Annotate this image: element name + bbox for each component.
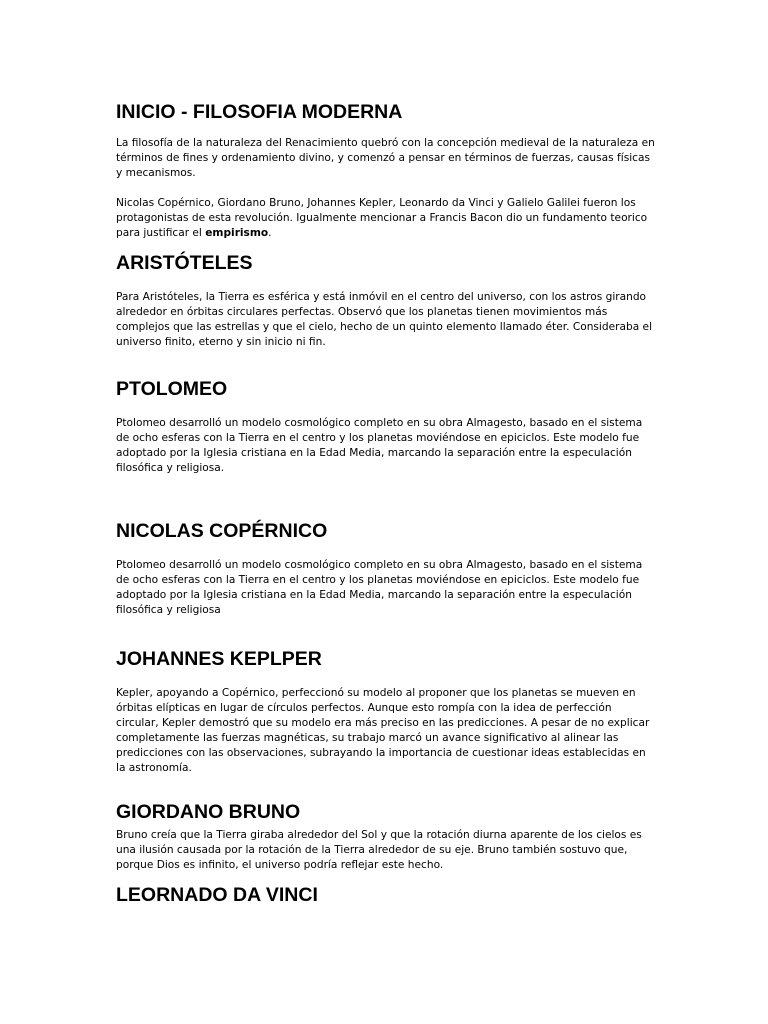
paragraph-ptolomeo: Ptolomeo desarrolló un modelo cosmológico completo en su obra Almagesto, basado en el sistema de ocho esferas con la Tierra en el centro y los planetas moviéndose en epiciclos. Este modelo fue adoptado por la Iglesia cristiana en la Edad Media, marcando la separación entre la especulación filosófica y religiosa. [116,417,643,474]
bold-word-empirismo: empirismo [205,227,269,239]
paragraph-intro-2-text: Nicolas Copérnico, Giordano Bruno, Johannes Kepler, Leonardo da Vinci y Galielo Galilei fueron los protagonistas de esta revolución. Igualmente mencionar a Francis Bacon dio un fundamento teorico para justificar el [116,197,648,239]
document-content [116,100,656,907]
paragraph-intro-2 [116,196,656,241]
paragraph-giordano-bruno: Bruno creía que la Tierra giraba alrededor del Sol y que la rotación diurna aparente de los cielos es una ilusión causada por la rotación de la Tierra alrededor de su eje. Bruno también sostuvo que, porque Dios es infinito, el universo podría reflejar este hecho. [116,829,642,871]
paragraph-aristoteles: Para Aristóteles, la Tierra es esférica y está inmóvil en el centro del universo, con los astros girando alrededor en órbitas circulares perfectas. Observó que los planetas tienen movimientos más complejos que las estrellas y que el cielo, hecho de un quinto elemento llamado éter. Consideraba el universo finito, eterno y sin inicio ni fin. [116,291,653,348]
heading-nicolas-copernico: NICOLAS COPÉRNICO [116,520,328,542]
heading-aristoteles: ARISTÓTELES [116,252,253,274]
paragraph-nicolas-copernico: Ptolomeo desarrolló un modelo cosmológico completo en su obra Almagesto, basado en el sistema de ocho esferas con la Tierra en el centro y los planetas moviéndose en epiciclos. Este modelo fue adoptado por la Iglesia cristiana en la Edad Media, marcando la separación entre la especulación filosófica y religiosa [116,559,643,616]
heading-inicio-filosofia-moderna: INICIO - FILOSOFIA MODERNA [116,101,403,123]
paragraph-johannes-kepler: Kepler, apoyando a Copérnico, perfeccionó su modelo al proponer que los planetas se mueven en órbitas elípticas en lugar de círculos perfectos. Aunque esto rompía con la idea de perfección circular, Kepler demostró que su modelo era más preciso en las predicciones. A pesar de no explicar completamente las fuerzas magnéticas, su trabajo marcó un avance significativo al alinear las predicciones con las observaciones, subrayando la importancia de cuestionar ideas establecidas en la astronomía. [116,687,650,774]
heading-ptolomeo: PTOLOMEO [116,378,228,400]
heading-johannes-kepler: JOHANNES KEPLPER [116,648,322,670]
paragraph-intro-2-end: . [268,227,272,239]
heading-leonardo-da-vinci: LEORNADO DA VINCI [116,884,318,906]
paragraph-intro-1: La filosofía de la naturaleza del Renacimiento quebró con la concepción medieval de la naturaleza en términos de fines y ordenamiento divino, y comenzó a pensar en términos de fuerzas, causas físicas y mecanismos. [116,137,655,179]
heading-giordano-bruno: GIORDANO BRUNO [116,801,301,823]
